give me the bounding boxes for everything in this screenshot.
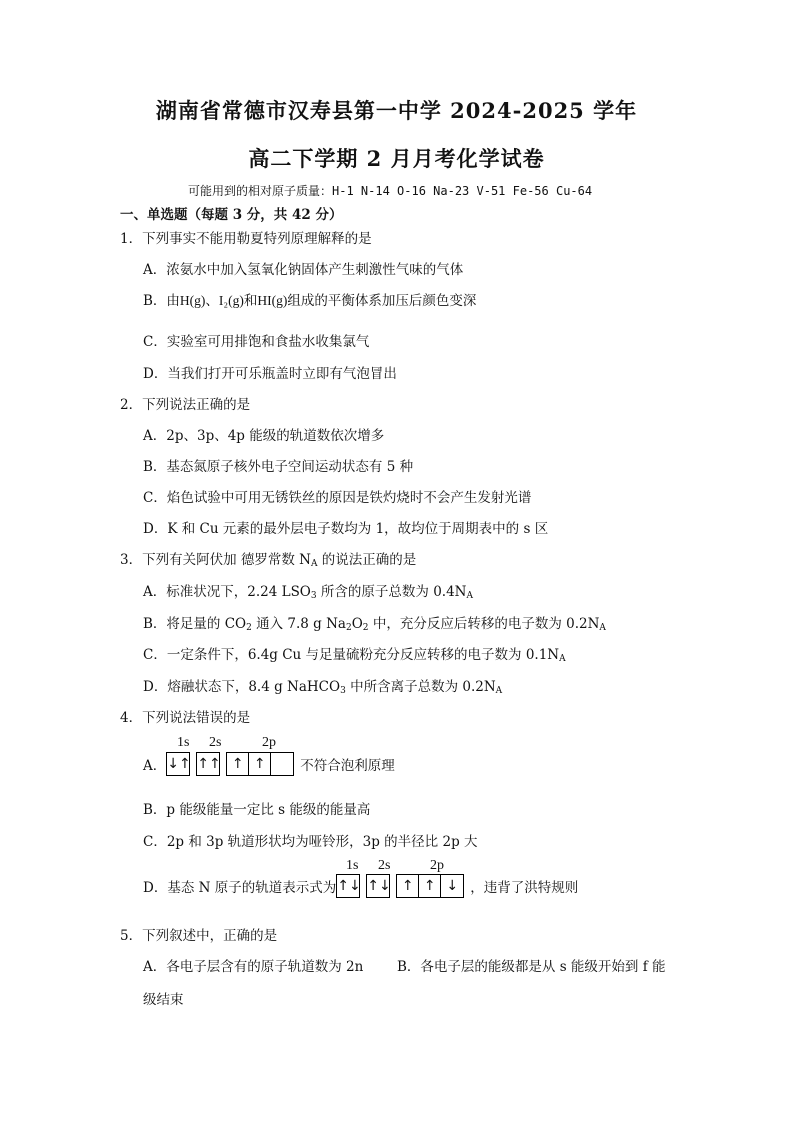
q4-option-a: A．↓↑ ↑↑ ↑ ↑ 不符合泡利原理: [143, 752, 395, 776]
q4d-label-1s: 1s: [346, 858, 359, 873]
q1-option-d: D．当我们打开可乐瓶盖时立即有气泡冒出: [143, 366, 397, 382]
section-single-choice: 一、单选题（每题 3 分，共 42 分）: [120, 207, 343, 223]
q4d-label-2s: 2s: [378, 858, 391, 873]
q3-option-a: A．标准状况下，2.24 $LSO_3$ 所含的原子总数为 $0.4N_A$: [143, 584, 473, 601]
q2-option-a: A．2p、3p、4p 能级的轨道数依次增多: [143, 428, 385, 444]
q4d-2p-orbitals: ↑ ↑ ↓: [396, 874, 464, 898]
q2-option-b: B．基态氮原子核外电子空间运动状态有 5 种: [143, 459, 414, 475]
q4d-1s-orbital: ↑↓: [336, 874, 360, 898]
exam-title-line1: 湖南省常德市汉寿县第一中学 2024-2025 学年: [155, 98, 638, 123]
q3-option-b: B．将足量的 $CO_2$ 通入 7.8 g $Na_2O_2$ 中，充分反应后转移的电子数为 $0.2N_A$: [143, 616, 606, 633]
q5-option-a: A．各电子层含有的原子轨道数为 2n: [143, 959, 364, 975]
q1-option-a: A．浓氨水中加入氢氧化钠固体产生刺激性气味的气体: [143, 262, 464, 278]
q4d-2s-orbital: ↑↓: [366, 874, 390, 898]
q3-stem: 3．下列有关阿伏加 德罗常数 $N_A$ 的说法正确的是: [120, 552, 417, 569]
q2-option-c: C．焰色试验中可用无锈铁丝的原因是铁灼烧时不会产生发射光谱: [143, 490, 532, 506]
q4a-1s-orbital: ↓↑: [166, 752, 190, 776]
q4a-label-2p: 2p: [262, 735, 276, 750]
q4a-label-1s: 1s: [177, 735, 190, 750]
q4-option-c: C．2p 和 3p 轨道形状均为哑铃形，3p 的半径比 2p 大: [143, 834, 478, 850]
q3-option-c: C．一定条件下，6.4g Cu 与足量硫粉充分反应转移的电子数为 $0.1N_A$: [143, 647, 566, 664]
q4a-2s-orbital: ↑↑: [196, 752, 220, 776]
q2-option-d: D．K 和 Cu 元素的最外层电子数均为 1，故均位于周期表中的 s 区: [143, 521, 549, 537]
q4d-label-2p: 2p: [430, 858, 444, 873]
q4a-label-2s: 2s: [209, 735, 222, 750]
q5-option-b-line1: B．各电子层的能级都是从 s 能级开始到 f 能: [397, 959, 666, 975]
q5-stem: 5．下列叙述中，正确的是: [120, 928, 278, 944]
q4-option-b: B．p 能级能量一定比 s 能级的能量高: [143, 802, 371, 818]
atomic-mass-info: 可能用到的相对原子质量：H-1 N-14 O-16 Na-23 V-51 Fe-56 Cu-64: [188, 184, 593, 198]
q4a-2p-orbitals: ↑ ↑: [226, 752, 294, 776]
q2-stem: 2．下列说法正确的是: [120, 397, 251, 413]
q1-option-b: B．由H(g)、I₂(g)和HI(g)组成的平衡体系加压后颜色变深: [143, 293, 477, 309]
q1-stem: 1．下列事实不能用勒夏特列原理解释的是: [120, 231, 372, 247]
q1-option-c: C．实验室可用排饱和食盐水收集氯气: [143, 334, 370, 350]
q4-option-d: D．基态 N 原子的轨道表示式为↑↓ ↑↓ ↑ ↑ ↓ ，违背了洪特规则: [143, 874, 578, 898]
q5-option-b-line2: 级结束: [143, 992, 184, 1008]
q3-option-d: D．熔融状态下，8.4 g NaHCO$_3$ 中所含离子总数为 $0.2N_A$: [143, 679, 503, 696]
q4-stem: 4．下列说法错误的是: [120, 710, 251, 726]
exam-title-line2: 高二下学期 2 月月考化学试卷: [248, 146, 545, 171]
